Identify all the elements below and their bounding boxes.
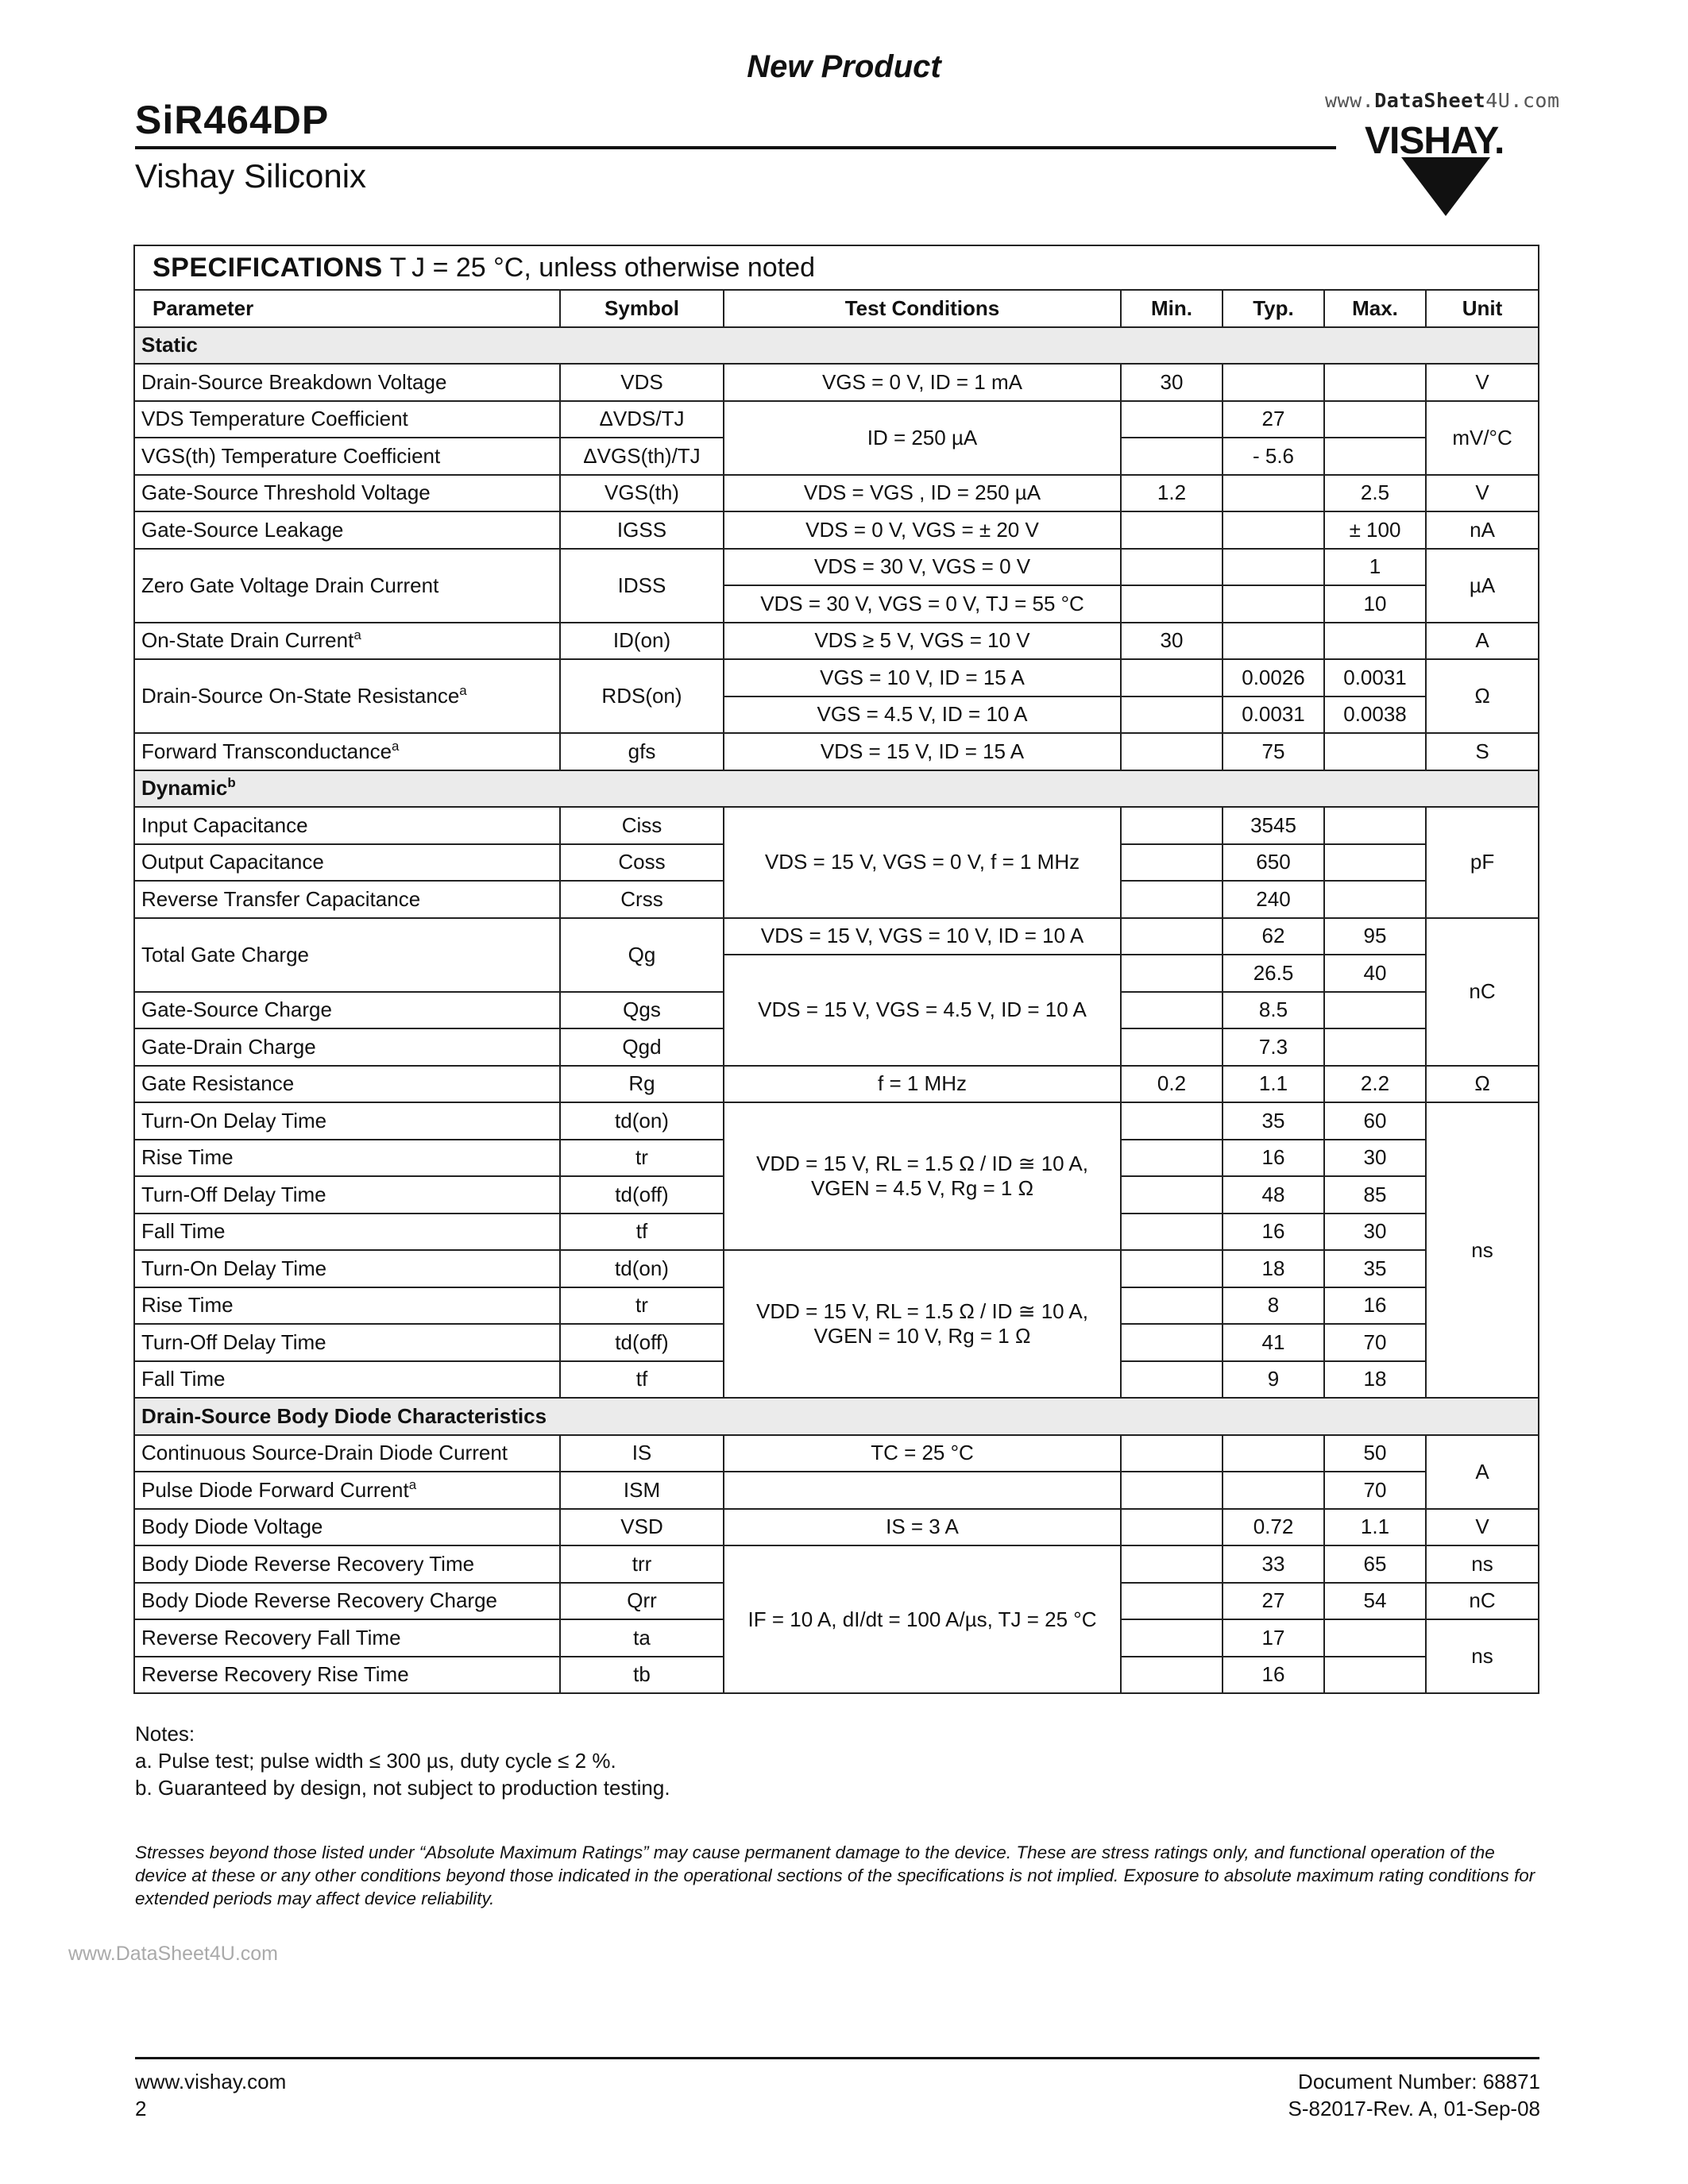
param-cell: Turn-On Delay Time <box>134 1250 560 1287</box>
typ-cell <box>1223 585 1324 623</box>
symbol-cell: Crss <box>560 881 724 918</box>
condition-cell: VGS = 0 V, ID = 1 mA <box>724 364 1121 401</box>
symbol-cell: Qgs <box>560 992 724 1029</box>
typ-cell: 9 <box>1223 1361 1324 1399</box>
unit-cell: V <box>1426 364 1539 401</box>
typ-cell: 16 <box>1223 1657 1324 1694</box>
param-cell: Gate Resistance <box>134 1066 560 1103</box>
max-cell: 2.5 <box>1324 475 1426 512</box>
table-row <box>134 918 1539 955</box>
min-cell: 1.2 <box>1121 475 1223 512</box>
min-cell <box>1121 733 1223 770</box>
min-cell <box>1121 1324 1223 1361</box>
table-row <box>134 1066 1539 1103</box>
min-cell <box>1121 918 1223 955</box>
unit-cell: ns <box>1426 1545 1539 1583</box>
min-cell <box>1121 1435 1223 1472</box>
typ-cell: 240 <box>1223 881 1324 918</box>
min-cell: 30 <box>1121 623 1223 660</box>
typ-cell <box>1223 623 1324 660</box>
min-cell <box>1121 1102 1223 1140</box>
min-cell <box>1121 1545 1223 1583</box>
max-cell <box>1324 623 1426 660</box>
condition-cell: f = 1 MHz <box>724 1066 1121 1103</box>
unit-cell: nC <box>1426 1583 1539 1620</box>
typ-cell <box>1223 475 1324 512</box>
unit-cell: pF <box>1426 807 1539 918</box>
param-cell: Gate-Source Charge <box>134 992 560 1029</box>
unit-cell: ns <box>1426 1102 1539 1398</box>
page-number: 2 <box>135 2097 147 2120</box>
max-cell: 50 <box>1324 1435 1426 1472</box>
condition-cell: TC = 25 °C <box>724 1435 1121 1472</box>
min-cell <box>1121 1176 1223 1214</box>
min-cell <box>1121 1509 1223 1546</box>
section-dynamic: Dynamic$^b$ <box>134 770 1539 808</box>
symbol-cell: td(on) <box>560 1102 724 1140</box>
unit-cell: Ω <box>1426 659 1539 733</box>
symbol-cell: RDS(on) <box>560 659 724 733</box>
max-cell <box>1324 1619 1426 1657</box>
table-row <box>134 549 1539 586</box>
condition-cell: VDS = 15 V, VGS = 4.5 V, ID = 10 A <box>724 955 1121 1066</box>
symbol-cell: trr <box>560 1545 724 1583</box>
section-static: Static <box>134 327 1539 365</box>
typ-cell: 27 <box>1223 1583 1324 1620</box>
typ-cell <box>1223 511 1324 549</box>
max-cell <box>1324 364 1426 401</box>
header-rule <box>135 146 1336 149</box>
typ-cell: 0.0026 <box>1223 659 1324 696</box>
max-cell: 1.1 <box>1324 1509 1426 1546</box>
watermark-top[interactable]: www.DataSheet4U.com <box>1325 89 1560 112</box>
symbol-cell: ID(on) <box>560 623 724 660</box>
condition-cell: VDS = 15 V, ID = 15 A <box>724 733 1121 770</box>
param-cell: Zero Gate Voltage Drain Current <box>134 549 560 623</box>
revision: S-82017-Rev. A, 01-Sep-08 <box>1288 2097 1540 2120</box>
max-cell: 54 <box>1324 1583 1426 1620</box>
param-cell: Body Diode Reverse Recovery Time <box>134 1545 560 1583</box>
condition-cell: IF = 10 A, dI/dt = 100 A/µs, TJ = 25 °C <box>724 1545 1121 1693</box>
typ-cell: 16 <box>1223 1214 1324 1251</box>
condition-cell: VGS = 10 V, ID = 15 A <box>724 659 1121 696</box>
section-body-diode: Drain-Source Body Diode Characteristics <box>134 1398 1539 1435</box>
min-cell <box>1121 1250 1223 1287</box>
min-cell <box>1121 1028 1223 1066</box>
symbol-cell: IS <box>560 1435 724 1472</box>
min-cell <box>1121 992 1223 1029</box>
max-cell: 65 <box>1324 1545 1426 1583</box>
table-row <box>134 364 1539 401</box>
max-cell: ± 100 <box>1324 511 1426 549</box>
max-cell: 0.0038 <box>1324 696 1426 734</box>
min-cell <box>1121 1583 1223 1620</box>
table-row <box>134 511 1539 549</box>
condition-cell <box>724 1472 1121 1509</box>
max-cell: 70 <box>1324 1324 1426 1361</box>
symbol-cell: ISM <box>560 1472 724 1509</box>
max-cell <box>1324 992 1426 1029</box>
unit-cell: µA <box>1426 549 1539 623</box>
column-header: Parameter <box>134 290 560 327</box>
unit-cell: mV/°C <box>1426 401 1539 475</box>
max-cell: 16 <box>1324 1287 1426 1325</box>
max-cell: 70 <box>1324 1472 1426 1509</box>
param-cell: Continuous Source-Drain Diode Current <box>134 1435 560 1472</box>
notes <box>135 1720 670 1801</box>
param-cell: Output Capacitance <box>134 844 560 882</box>
vishay-logo: VISHAY. <box>1365 120 1505 162</box>
symbol-cell: Rg <box>560 1066 724 1103</box>
document-number: Document Number: 68871 <box>1298 2070 1540 2093</box>
max-cell: 1 <box>1324 549 1426 586</box>
min-cell <box>1121 1619 1223 1657</box>
param-cell: VGS(th) Temperature Coefficient <box>134 438 560 475</box>
table-row <box>134 1545 1539 1583</box>
column-header: Typ. <box>1223 290 1324 327</box>
unit-cell: S <box>1426 733 1539 770</box>
param-cell: Gate-Source Leakage <box>134 511 560 549</box>
max-cell: 2.2 <box>1324 1066 1426 1103</box>
typ-cell: 41 <box>1223 1324 1324 1361</box>
symbol-cell: tr <box>560 1140 724 1177</box>
min-cell <box>1121 511 1223 549</box>
column-header: Symbol <box>560 290 724 327</box>
condition-cell: IS = 3 A <box>724 1509 1121 1546</box>
max-cell: 30 <box>1324 1140 1426 1177</box>
param-cell: Fall Time <box>134 1361 560 1399</box>
symbol-cell: VGS(th) <box>560 475 724 512</box>
table-header-row <box>134 290 1539 327</box>
unit-cell: A <box>1426 623 1539 660</box>
typ-cell: 0.72 <box>1223 1509 1324 1546</box>
disclaimer: Stresses beyond those listed under “Absolute Maximum Ratings” may cause permanent damage to the device. These are stress ratings only, and functional operation of the device at these or any other conditions beyond those indicated in the operational sections of the specifications is not implied. Exposure to absolute maximum rating conditions for extended periods may affect device reliability. <box>135 1843 1535 1908</box>
symbol-cell: Coss <box>560 844 724 882</box>
watermark-bottom[interactable]: www.DataSheet4U.com <box>68 1943 279 1965</box>
min-cell: 0.2 <box>1121 1066 1223 1103</box>
condition-cell: VGS = 4.5 V, ID = 10 A <box>724 696 1121 734</box>
typ-cell: 26.5 <box>1223 955 1324 992</box>
param-cell: Turn-Off Delay Time <box>134 1176 560 1214</box>
unit-cell: ns <box>1426 1619 1539 1693</box>
table-row <box>134 1509 1539 1546</box>
param-cell: Gate-Drain Charge <box>134 1028 560 1066</box>
symbol-cell: ΔVDS/TJ <box>560 401 724 438</box>
footer-rule <box>135 2057 1539 2059</box>
max-cell <box>1324 1028 1426 1066</box>
max-cell: 85 <box>1324 1176 1426 1214</box>
param-cell: Total Gate Charge <box>134 918 560 992</box>
min-cell <box>1121 1657 1223 1694</box>
table-row <box>134 807 1539 844</box>
param-cell: Reverse Recovery Rise Time <box>134 1657 560 1694</box>
typ-cell <box>1223 1472 1324 1509</box>
max-cell: 30 <box>1324 1214 1426 1251</box>
symbol-cell: ΔVGS(th)/TJ <box>560 438 724 475</box>
param-cell: VDS Temperature Coefficient <box>134 401 560 438</box>
condition-cell: VDS = 30 V, VGS = 0 V, TJ = 55 °C <box>724 585 1121 623</box>
specifications-table <box>133 245 1539 1694</box>
symbol-cell: IGSS <box>560 511 724 549</box>
param-cell: Drain-Source On-State Resistance$^a$ <box>134 659 560 733</box>
param-cell: Forward Transconductance$^a$ <box>134 733 560 770</box>
typ-cell: 16 <box>1223 1140 1324 1177</box>
min-cell <box>1121 585 1223 623</box>
symbol-cell: VDS <box>560 364 724 401</box>
min-cell <box>1121 1214 1223 1251</box>
param-cell: Turn-Off Delay Time <box>134 1324 560 1361</box>
typ-cell: 62 <box>1223 918 1324 955</box>
symbol-cell: tb <box>560 1657 724 1694</box>
min-cell <box>1121 1140 1223 1177</box>
max-cell: 10 <box>1324 585 1426 623</box>
unit-cell: Ω <box>1426 1066 1539 1103</box>
symbol-cell: gfs <box>560 733 724 770</box>
symbol-cell: td(off) <box>560 1176 724 1214</box>
max-cell <box>1324 881 1426 918</box>
table-row <box>134 623 1539 660</box>
unit-cell: V <box>1426 475 1539 512</box>
max-cell <box>1324 807 1426 844</box>
condition-cell: VDS = 0 V, VGS = ± 20 V <box>724 511 1121 549</box>
max-cell: 18 <box>1324 1361 1426 1399</box>
min-cell <box>1121 807 1223 844</box>
specifications-title: SPECIFICATIONS T J = 25 °C, unless otherwise noted <box>134 245 1539 290</box>
max-cell: 60 <box>1324 1102 1426 1140</box>
param-cell: Rise Time <box>134 1287 560 1325</box>
param-cell: Rise Time <box>134 1140 560 1177</box>
param-cell: Gate-Source Threshold Voltage <box>134 475 560 512</box>
new-product-label: New Product <box>747 49 941 84</box>
footer-left <box>135 2068 286 2122</box>
typ-cell: 17 <box>1223 1619 1324 1657</box>
table-row <box>134 475 1539 512</box>
condition-cell: VDS = 30 V, VGS = 0 V <box>724 549 1121 586</box>
condition-cell: VDD = 15 V, RL = 1.5 Ω / ID ≅ 10 A, VGEN = 4.5 V, Rg = 1 Ω <box>724 1102 1121 1250</box>
table-row <box>134 733 1539 770</box>
typ-cell <box>1223 364 1324 401</box>
param-cell: Body Diode Voltage <box>134 1509 560 1546</box>
min-cell <box>1121 549 1223 586</box>
symbol-cell: Qg <box>560 918 724 992</box>
condition-cell: VDS = 15 V, VGS = 10 V, ID = 10 A <box>724 918 1121 955</box>
max-cell: 95 <box>1324 918 1426 955</box>
max-cell: 35 <box>1324 1250 1426 1287</box>
typ-cell: 35 <box>1223 1102 1324 1140</box>
min-cell <box>1121 1361 1223 1399</box>
symbol-cell: tr <box>560 1287 724 1325</box>
max-cell <box>1324 844 1426 882</box>
min-cell <box>1121 438 1223 475</box>
unit-cell: nA <box>1426 511 1539 549</box>
symbol-cell: ta <box>560 1619 724 1657</box>
param-cell: Input Capacitance <box>134 807 560 844</box>
typ-cell: 18 <box>1223 1250 1324 1287</box>
table-row <box>134 659 1539 696</box>
min-cell <box>1121 844 1223 882</box>
typ-cell: 3545 <box>1223 807 1324 844</box>
param-cell: Reverse Recovery Fall Time <box>134 1619 560 1657</box>
typ-cell <box>1223 1435 1324 1472</box>
max-cell <box>1324 401 1426 438</box>
typ-cell: 7.3 <box>1223 1028 1324 1066</box>
param-cell: Drain-Source Breakdown Voltage <box>134 364 560 401</box>
typ-cell: 1.1 <box>1223 1066 1324 1103</box>
symbol-cell: tf <box>560 1214 724 1251</box>
table-row <box>134 1472 1539 1509</box>
param-cell: Body Diode Reverse Recovery Charge <box>134 1583 560 1620</box>
vishay-logo-triangle-icon <box>1401 157 1490 216</box>
typ-cell <box>1223 549 1324 586</box>
min-cell <box>1121 696 1223 734</box>
condition-cell: ID = 250 µA <box>724 401 1121 475</box>
max-cell: 0.0031 <box>1324 659 1426 696</box>
min-cell <box>1121 401 1223 438</box>
typ-cell: 650 <box>1223 844 1324 882</box>
symbol-cell: tf <box>560 1361 724 1399</box>
max-cell <box>1324 1657 1426 1694</box>
typ-cell: - 5.6 <box>1223 438 1324 475</box>
column-header: Unit <box>1426 290 1539 327</box>
typ-cell: 27 <box>1223 401 1324 438</box>
condition-cell: VDS ≥ 5 V, VGS = 10 V <box>724 623 1121 660</box>
column-header: Min. <box>1121 290 1223 327</box>
table-row <box>134 401 1539 438</box>
typ-cell: 48 <box>1223 1176 1324 1214</box>
max-cell: 40 <box>1324 955 1426 992</box>
min-cell <box>1121 659 1223 696</box>
min-cell <box>1121 955 1223 992</box>
min-cell: 30 <box>1121 364 1223 401</box>
column-header: Max. <box>1324 290 1426 327</box>
table-row <box>134 1250 1539 1287</box>
symbol-cell: VSD <box>560 1509 724 1546</box>
condition-cell: VDS = VGS , ID = 250 µA <box>724 475 1121 512</box>
condition-cell: VDD = 15 V, RL = 1.5 Ω / ID ≅ 10 A, VGEN = 10 V, Rg = 1 Ω <box>724 1250 1121 1398</box>
footer-right <box>1288 2068 1540 2122</box>
unit-cell: V <box>1426 1509 1539 1546</box>
notes-heading: Notes: <box>135 1722 195 1746</box>
symbol-cell: td(on) <box>560 1250 724 1287</box>
min-cell <box>1121 1472 1223 1509</box>
condition-cell: VDS = 15 V, VGS = 0 V, f = 1 MHz <box>724 807 1121 918</box>
part-number: SiR464DP <box>135 98 330 142</box>
min-cell <box>1121 881 1223 918</box>
note-b: b. Guaranteed by design, not subject to production testing. <box>135 1776 670 1800</box>
param-cell: Pulse Diode Forward Current$^a$ <box>134 1472 560 1509</box>
min-cell <box>1121 1287 1223 1325</box>
param-cell: Fall Time <box>134 1214 560 1251</box>
symbol-cell: Qgd <box>560 1028 724 1066</box>
symbol-cell: Ciss <box>560 807 724 844</box>
typ-cell: 8 <box>1223 1287 1324 1325</box>
company-name: Vishay Siliconix <box>135 157 367 195</box>
param-cell: Reverse Transfer Capacitance <box>134 881 560 918</box>
unit-cell: nC <box>1426 918 1539 1066</box>
param-cell: On-State Drain Current$^a$ <box>134 623 560 660</box>
max-cell <box>1324 733 1426 770</box>
table-row <box>134 1435 1539 1472</box>
typ-cell: 0.0031 <box>1223 696 1324 734</box>
typ-cell: 75 <box>1223 733 1324 770</box>
footer-website-link[interactable]: www.vishay.com <box>135 2070 287 2093</box>
param-cell: Turn-On Delay Time <box>134 1102 560 1140</box>
table-row <box>134 1102 1539 1140</box>
symbol-cell: IDSS <box>560 549 724 623</box>
symbol-cell: td(off) <box>560 1324 724 1361</box>
max-cell <box>1324 438 1426 475</box>
column-header: Test Conditions <box>724 290 1121 327</box>
unit-cell: A <box>1426 1435 1539 1509</box>
symbol-cell: Qrr <box>560 1583 724 1620</box>
typ-cell: 8.5 <box>1223 992 1324 1029</box>
note-a: a. Pulse test; pulse width ≤ 300 µs, duty cycle ≤ 2 %. <box>135 1749 616 1773</box>
typ-cell: 33 <box>1223 1545 1324 1583</box>
